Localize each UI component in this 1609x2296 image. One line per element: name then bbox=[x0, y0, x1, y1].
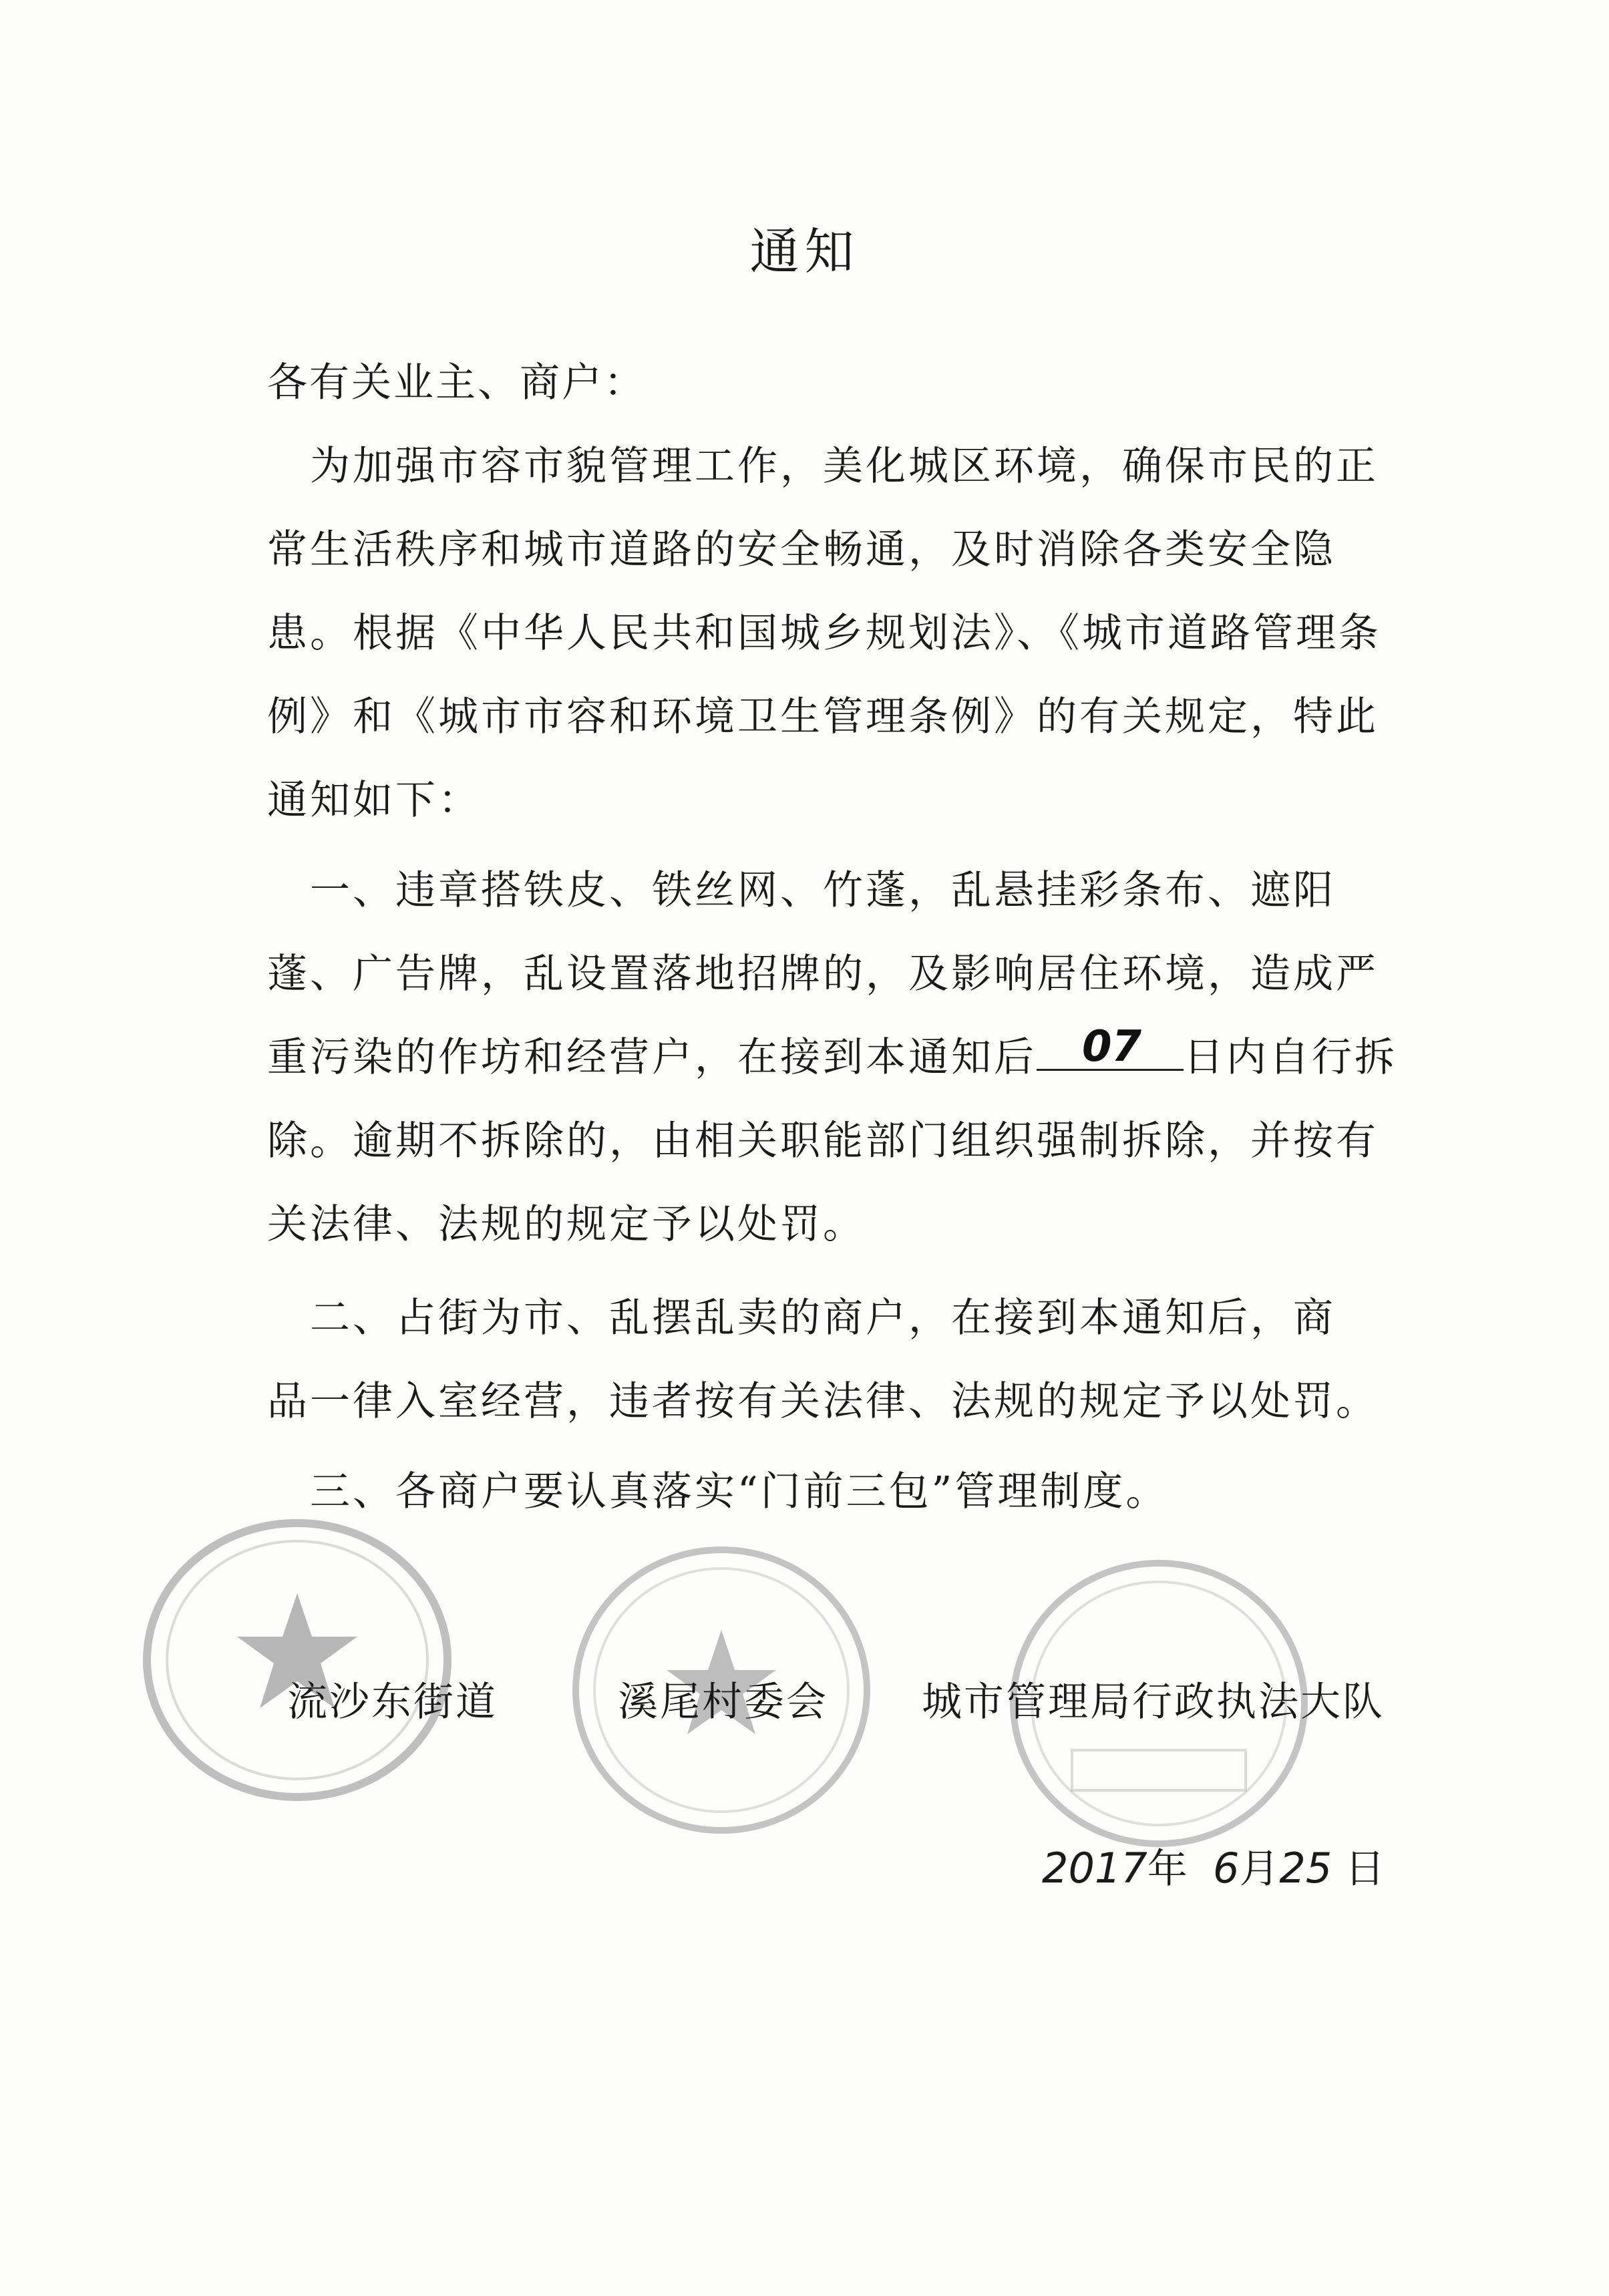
body-line: 关法律、法规的规定予以处罚。 bbox=[267, 1201, 866, 1248]
date-day-char: 日 bbox=[1345, 1846, 1385, 1893]
date-month: 6 bbox=[1212, 1844, 1240, 1893]
date-month-char: 月 bbox=[1239, 1846, 1280, 1893]
body-line: 品一律入室经营，违者按有关法律、法规的规定予以处罚。 bbox=[267, 1378, 1379, 1425]
salutation: 各有关业主、商户： bbox=[267, 359, 646, 406]
body-line: 三、各商户要认真落实“门前三包”管理制度。 bbox=[267, 1468, 1169, 1515]
body-line: 一、违章搭铁皮、铁丝网、竹蓬，乱悬挂彩条布、遮阳 bbox=[267, 867, 1336, 914]
signatories bbox=[0, 1670, 1609, 1730]
date-year-char: 年 bbox=[1147, 1846, 1188, 1893]
signatory-village-committee: 溪尾村委会 bbox=[618, 1679, 828, 1726]
body-line: 除。逾期不拆除的，由相关职能部门组织强制拆除，并按有 bbox=[267, 1118, 1379, 1164]
body-line: 二、占街为市、乱摆乱卖的商户，在接到本通知后，商 bbox=[267, 1295, 1336, 1341]
body-line: 为加强市容市貌管理工作，美化城区环境，确保市民的正 bbox=[267, 443, 1379, 490]
body-line: 蓬、广告牌，乱设置落地招牌的，及影响居住环境，造成严 bbox=[267, 951, 1379, 997]
signing-date bbox=[1042, 1837, 1385, 1895]
date-day: 25 bbox=[1279, 1844, 1332, 1893]
line-suffix: 日内自行拆 bbox=[1184, 1034, 1397, 1081]
line-prefix: 重污染的作坊和经营户，在接到本通知后 bbox=[267, 1034, 1037, 1081]
body-line-with-blank bbox=[267, 1025, 1397, 1083]
seal-street-office-icon bbox=[137, 1513, 458, 1807]
handwritten-days: 07 bbox=[1082, 1022, 1142, 1072]
body-line: 通知如下： bbox=[267, 777, 481, 824]
body-line: 例》和《城市市容和环境卫生管理条例》的有关规定，特此 bbox=[267, 693, 1379, 740]
body-line: 常生活秩序和城市道路的安全畅通，及时消除各类安全隐 bbox=[267, 526, 1336, 573]
body-line: 患。根据《中华人民共和国城乡规划法》、《城市道路管理条 bbox=[267, 610, 1381, 657]
signatory-enforcement-brigade: 城市管理局行政执法大队 bbox=[922, 1679, 1385, 1726]
document-title: 通知 bbox=[749, 223, 860, 281]
signatory-street-office: 流沙东街道 bbox=[287, 1679, 498, 1726]
date-year: 2017 bbox=[1042, 1844, 1147, 1893]
